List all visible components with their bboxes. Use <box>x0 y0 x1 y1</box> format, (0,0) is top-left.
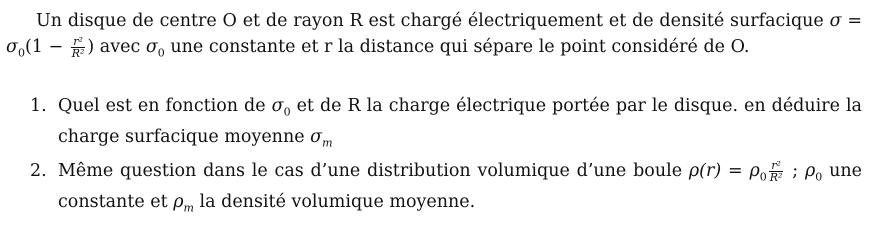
rho-m-subscript: m <box>183 201 194 214</box>
fraction-denominator: R² <box>71 47 85 60</box>
sigma-m-symbol: σ <box>310 126 323 147</box>
sigma0-subscript: 0 <box>17 46 25 60</box>
intro-paragraph <box>6 8 862 67</box>
q1-sigma0-symbol: σ <box>271 96 284 116</box>
sigma-symbol: σ <box>829 11 842 31</box>
sigma-m-subscript: m <box>322 136 333 149</box>
question-item-2 <box>6 159 862 220</box>
q1-text-b: et de R la charge électrique portée par le disque. en déduire la charge surfacique moyenne <box>58 96 862 147</box>
rho0-symbol: ρ <box>749 161 760 181</box>
rho0-subscript-2: 0 <box>815 170 823 184</box>
q1-sigma0-subscript: 0 <box>283 105 291 119</box>
q2-fraction-numerator: r² <box>769 160 784 172</box>
q2-text-d: la densité volumique moyenne. <box>193 191 476 212</box>
rho-r-expression: ρ(r) <box>688 161 722 181</box>
fraction-r2-over-R2 <box>71 36 86 59</box>
sigma0-subscript-2: 0 <box>157 46 165 60</box>
question-list <box>6 94 862 224</box>
rho0-symbol-2: ρ <box>804 161 816 181</box>
q2-text-b: ; <box>785 161 805 181</box>
rho0-subscript: 0 <box>759 170 767 184</box>
q2-fraction-denominator: R² <box>769 171 783 184</box>
fraction-numerator: r² <box>71 36 86 48</box>
paren-open: (1 − <box>24 37 69 57</box>
equals-sign: = <box>841 11 862 31</box>
sigma0-symbol-2: σ <box>145 37 158 57</box>
question-number-2: 2. <box>30 161 47 181</box>
rho-m-symbol: ρ <box>173 191 184 212</box>
intro-text-a: Un disque de centre O et de rayon R est chargé électriquement et de densité surfacique <box>36 11 830 31</box>
intro-text-c: une constante et r la distance qui sépare le point considéré de O. <box>164 37 750 57</box>
intro-text-b: avec <box>94 37 146 57</box>
question-item-1 <box>6 94 862 155</box>
q2-fraction-r2-over-R2 <box>769 160 784 183</box>
q2-equals-sign: = <box>721 161 750 181</box>
sigma0-symbol: σ <box>6 37 18 57</box>
paren-close: ) <box>87 37 95 57</box>
question-number-1: 1. <box>30 96 47 116</box>
q1-text-a: Quel est en fonction de <box>58 96 272 116</box>
q2-text-c: une constante et <box>58 161 862 212</box>
q2-text-a: Même question dans le cas d’une distribution volumique d’une boule <box>58 161 689 181</box>
